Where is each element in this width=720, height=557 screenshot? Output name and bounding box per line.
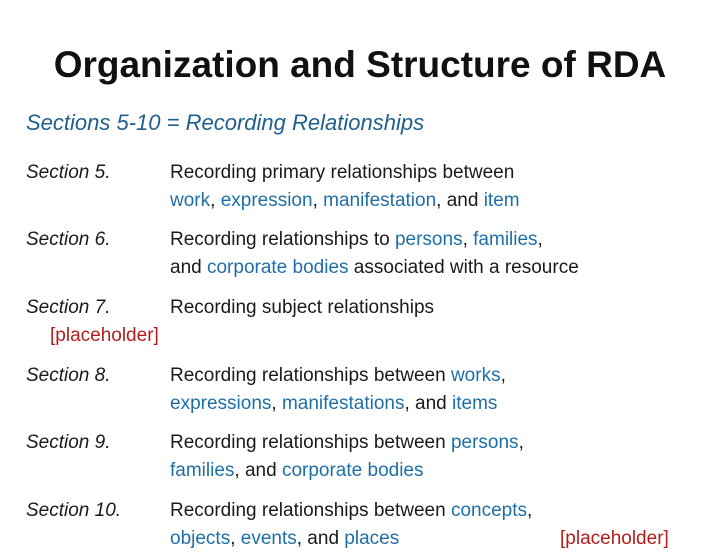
text-run: , [537, 229, 543, 250]
text-run: Recording relationships to [170, 229, 395, 250]
section-8 [26, 362, 716, 422]
section-description [170, 497, 532, 553]
text-run: , and [404, 393, 453, 414]
text-run: , [518, 432, 524, 453]
entity-term: expression [220, 190, 313, 211]
section-label: Section 9. [26, 432, 111, 453]
text-run: , and [436, 190, 484, 211]
text-run: associated with a resource [348, 257, 579, 278]
section-6 [26, 226, 716, 286]
text-run: , [462, 229, 474, 250]
text-run: , [210, 190, 221, 211]
section-label: Section 7. [26, 297, 111, 318]
section-10 [26, 497, 716, 557]
placeholder-note: [placeholder] [50, 325, 159, 346]
section-description [170, 159, 520, 215]
text-run: , [527, 500, 533, 521]
entity-term: item [483, 190, 520, 211]
description-line-1 [170, 294, 434, 322]
entity-term: families [473, 229, 538, 250]
entity-term: persons [450, 432, 519, 453]
text-run: , and [296, 528, 345, 549]
section-label: Section 6. [26, 229, 111, 250]
entity-term: corporate bodies [206, 257, 349, 278]
entity-term: concepts [450, 500, 527, 521]
section-description [170, 226, 579, 282]
description-line-2 [170, 457, 524, 485]
description-line-1 [170, 159, 520, 187]
text-run: , [312, 190, 324, 211]
text-run: , and [234, 460, 282, 481]
entity-term: work [170, 190, 211, 211]
text-run: , [271, 393, 282, 414]
description-line-2 [170, 187, 520, 215]
slide-title: Organization and Structure of RDA [53, 44, 667, 85]
description-line-1 [170, 226, 579, 254]
description-line-1 [170, 497, 532, 525]
text-run: , [230, 528, 241, 549]
text-run: Recording relationships between [170, 365, 451, 386]
entity-term: manifestation [323, 190, 437, 211]
section-label: Section 8. [26, 365, 111, 386]
entity-term: items [452, 393, 498, 414]
section-5 [26, 159, 716, 219]
description-line-2 [170, 525, 532, 553]
section-label: Section 10. [26, 500, 122, 521]
text-run: Recording primary relationships between [170, 162, 515, 183]
text-run: Recording relationships between [170, 500, 451, 521]
entity-term: works [450, 365, 501, 386]
text-run: Recording subject relationships [170, 297, 435, 318]
section-description [170, 294, 434, 322]
text-run: Recording relationships between [170, 432, 451, 453]
entity-term: objects [170, 528, 231, 549]
section-9 [26, 429, 716, 489]
entity-term: persons [394, 229, 463, 250]
entity-term: manifestations [281, 393, 405, 414]
section-description [170, 362, 506, 418]
slide-subtitle: Sections 5-10 = Recording Relationships [26, 110, 425, 135]
section-7 [26, 294, 716, 354]
section-label: Section 5. [26, 162, 111, 183]
entity-term: events [240, 528, 297, 549]
text-run: and [170, 257, 207, 278]
description-line-2 [170, 254, 579, 282]
entity-term: families [170, 460, 235, 481]
description-line-1 [170, 362, 506, 390]
entity-term: expressions [170, 393, 272, 414]
description-line-1 [170, 429, 524, 457]
description-line-2 [170, 390, 506, 418]
text-run: , [500, 365, 506, 386]
entity-term: places [344, 528, 400, 549]
entity-term: corporate bodies [281, 460, 424, 481]
section-description [170, 429, 524, 485]
placeholder-note: [placeholder] [560, 528, 669, 549]
